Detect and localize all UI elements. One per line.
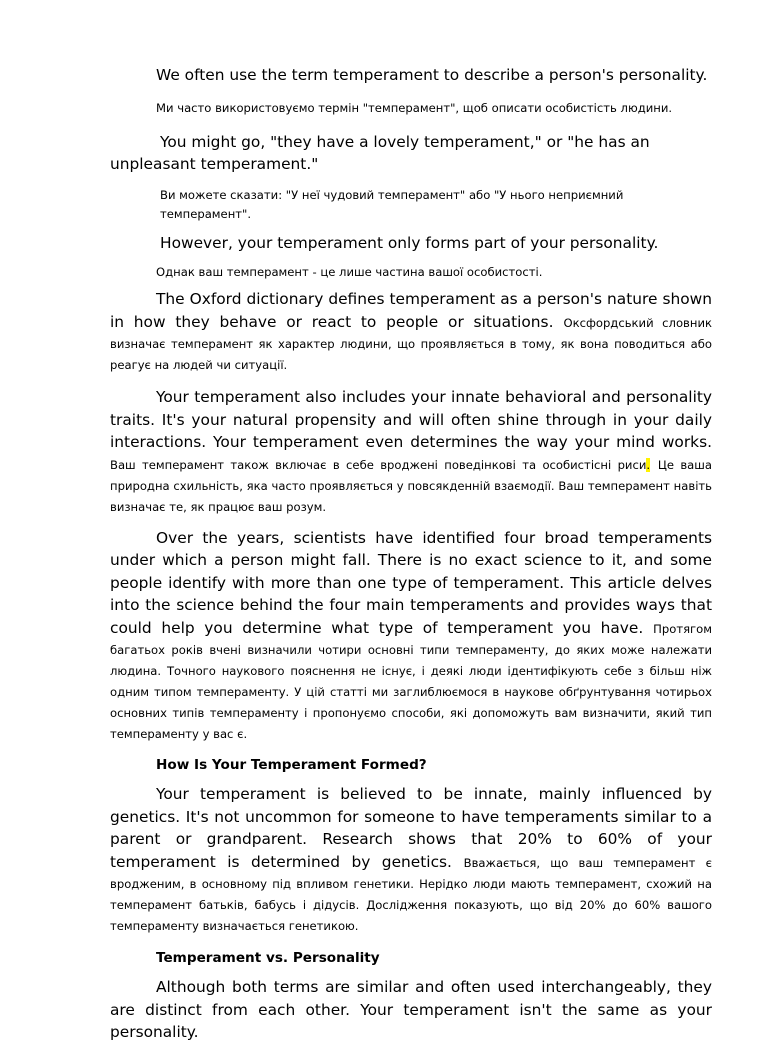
- paragraph-5: [110, 386, 712, 517]
- paragraph-7: [110, 783, 712, 936]
- paragraph-6-en: Over the years, scientists have identified four broad temperaments under which a person might fall. There is no exact science to it, and some people identify with more than one type of temperament. This article delves into the science behind the four main temperaments and provides ways that could help you determine what type of temperament you have.: [110, 528, 712, 637]
- paragraph-5-uk-a: Ваш темперамент також включає в себе вроджені поведінкові та особистісні риси: [110, 457, 647, 472]
- heading-temperament-vs-personality: Temperament vs. Personality: [156, 950, 380, 966]
- paragraph-4: [110, 288, 712, 375]
- paragraph-7-uk: Вважається, що ваш темперамент є вродженим, в основному під впливом генетики. Нерідко люди мають темперамент, схожий на темперамент батьків, бабусь і дідусів. Дослідження показують, що від 20% до 60% вашого темпераменту визначається генетикою.: [110, 855, 712, 933]
- heading-temperament-formed: How Is Your Temperament Formed?: [156, 757, 427, 773]
- paragraph-5-uk-b: Це ваша природна схильність, яка часто проявляється у повсякденній взаємодії. Ваш темперамент навіть визначає те, як працює ваш розум.: [110, 457, 712, 514]
- paragraph-6-uk: Протягом багатьох років вчені визначили чотири основні типи темпераменту, до яких може належати людина. Точного наукового пояснення не існує, і деякі люди ідентифікують себе з більш ніж одним типом темпераменту. У цій статті ми заглиблюємося в наукове обґрунтування чотирьох основних типів темпераменту і пропонуємо способи, які допоможуть вам визначити, який тип темпераменту у вас є.: [110, 621, 712, 741]
- paragraph-4-en: The Oxford dictionary defines temperament as a person's nature shown in how they behave or react to people or situations.: [110, 290, 712, 331]
- paragraph-5-en: Your temperament also includes your innate behavioral and personality traits. It's your natural propensity and will often shine through in your daily interactions. Your temperament even determines the way your mind works.: [110, 388, 712, 451]
- paragraph-2-uk: Ви можете сказати: "У неї чудовий темперамент" або "У нього неприємний темперамент".: [160, 187, 624, 221]
- document-page: [110, 64, 712, 1044]
- highlighted-period: .: [646, 457, 651, 472]
- paragraph-3-en: However, your temperament only forms part of your personality.: [160, 233, 659, 252]
- paragraph-2-en: You might go, "they have a lovely temperament," or "he has an unpleasant temperament.": [110, 132, 650, 173]
- paragraph-7-en: Your temperament is believed to be innate, mainly influenced by genetics. It's not uncommon for someone to have temperaments similar to a parent or grandparent. Research shows that 20% to 60% of your temperament is determined by genetics.: [110, 785, 712, 871]
- paragraph-6: [110, 527, 712, 745]
- paragraph-1-uk: Ми часто використовуємо термін "темперамент", щоб описати особистість людини.: [156, 100, 673, 115]
- paragraph-4-uk: Оксфордський словник визначає темперамент як характер людини, що проявляється в тому, як вона поводиться або реагує на людей чи ситуації.: [110, 315, 712, 372]
- paragraph-1-en: We often use the term temperament to describe a person's personality.: [156, 66, 708, 84]
- paragraph-3-uk: Однак ваш темперамент - це лише частина вашої особистості.: [156, 265, 543, 279]
- paragraph-8-en: Although both terms are similar and often used interchangeably, they are distinct from each other. Your temperament isn't the same as your personality.: [110, 978, 712, 1041]
